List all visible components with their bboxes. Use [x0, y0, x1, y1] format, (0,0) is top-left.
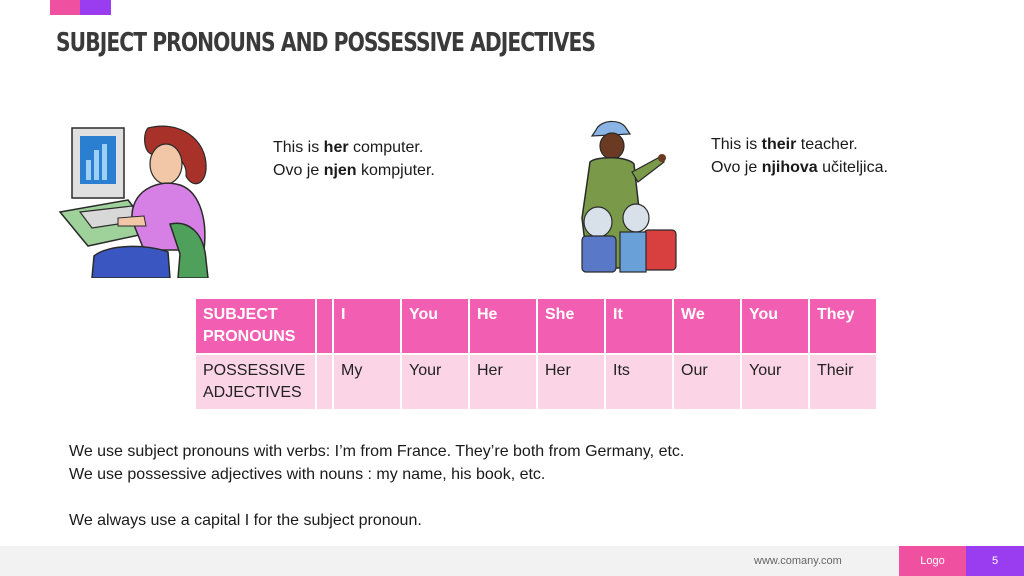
page-number: 5 [966, 546, 1024, 576]
table-cell: They [809, 298, 877, 354]
table-cell: Her [469, 354, 537, 410]
table-cell: Her [537, 354, 605, 410]
example-line-translation: Ovo je njihova učiteljica. [711, 159, 888, 176]
table-cell: Your [741, 354, 809, 410]
subject-pronouns-row [195, 298, 877, 354]
teacher-with-children-illustration [576, 118, 682, 276]
row-label-subject-pronouns: SUBJECT PRONOUNS [195, 298, 316, 354]
example-line-english: This is her computer. [273, 139, 424, 156]
spacer [69, 486, 684, 509]
table-cell: My [333, 354, 401, 410]
row-label-possessive-adjectives: POSSESSIVE ADJECTIVES [195, 354, 316, 410]
woman-at-computer-illustration [58, 120, 213, 278]
example-her-computer [273, 136, 435, 182]
table-cell: I [333, 298, 401, 354]
note-line: We use subject pronouns with verbs: I’m from France. They’re both from Germany, etc. [69, 443, 685, 460]
table-cell: You [401, 298, 469, 354]
pronoun-table [194, 297, 878, 411]
table-cell: Their [809, 354, 877, 410]
note-line: We always use a capital I for the subject pronoun. [69, 512, 422, 529]
table-cell: You [741, 298, 809, 354]
table-cell: He [469, 298, 537, 354]
table-cell: It [605, 298, 673, 354]
usage-notes [69, 440, 684, 532]
footer-url: www.comany.com [754, 555, 842, 567]
accent-bar-purple [80, 0, 111, 15]
table-cell: Your [401, 354, 469, 410]
possessive-word: her [323, 139, 349, 156]
possessive-adjectives-row [195, 354, 877, 410]
table-cell [316, 298, 333, 354]
note-line: We use possessive adjectives with nouns : my name, his book, etc. [69, 466, 546, 483]
example-line-translation: Ovo je njen kompjuter. [273, 162, 435, 179]
accent-bar-pink [50, 0, 80, 15]
table-cell: Its [605, 354, 673, 410]
table-cell [316, 354, 333, 410]
possessive-word: their [761, 136, 797, 153]
table-cell: We [673, 298, 741, 354]
footer-logo: Logo [899, 546, 966, 576]
footer-bar [0, 546, 1024, 576]
possessive-word: njihova [761, 159, 818, 176]
slide-title: SUBJECT PRONOUNS AND POSSESSIVE ADJECTIVES [56, 28, 596, 58]
example-line-english: This is their teacher. [711, 136, 858, 153]
possessive-word: njen [323, 162, 357, 179]
example-their-teacher [711, 133, 888, 179]
table-cell: Our [673, 354, 741, 410]
table-cell: She [537, 298, 605, 354]
